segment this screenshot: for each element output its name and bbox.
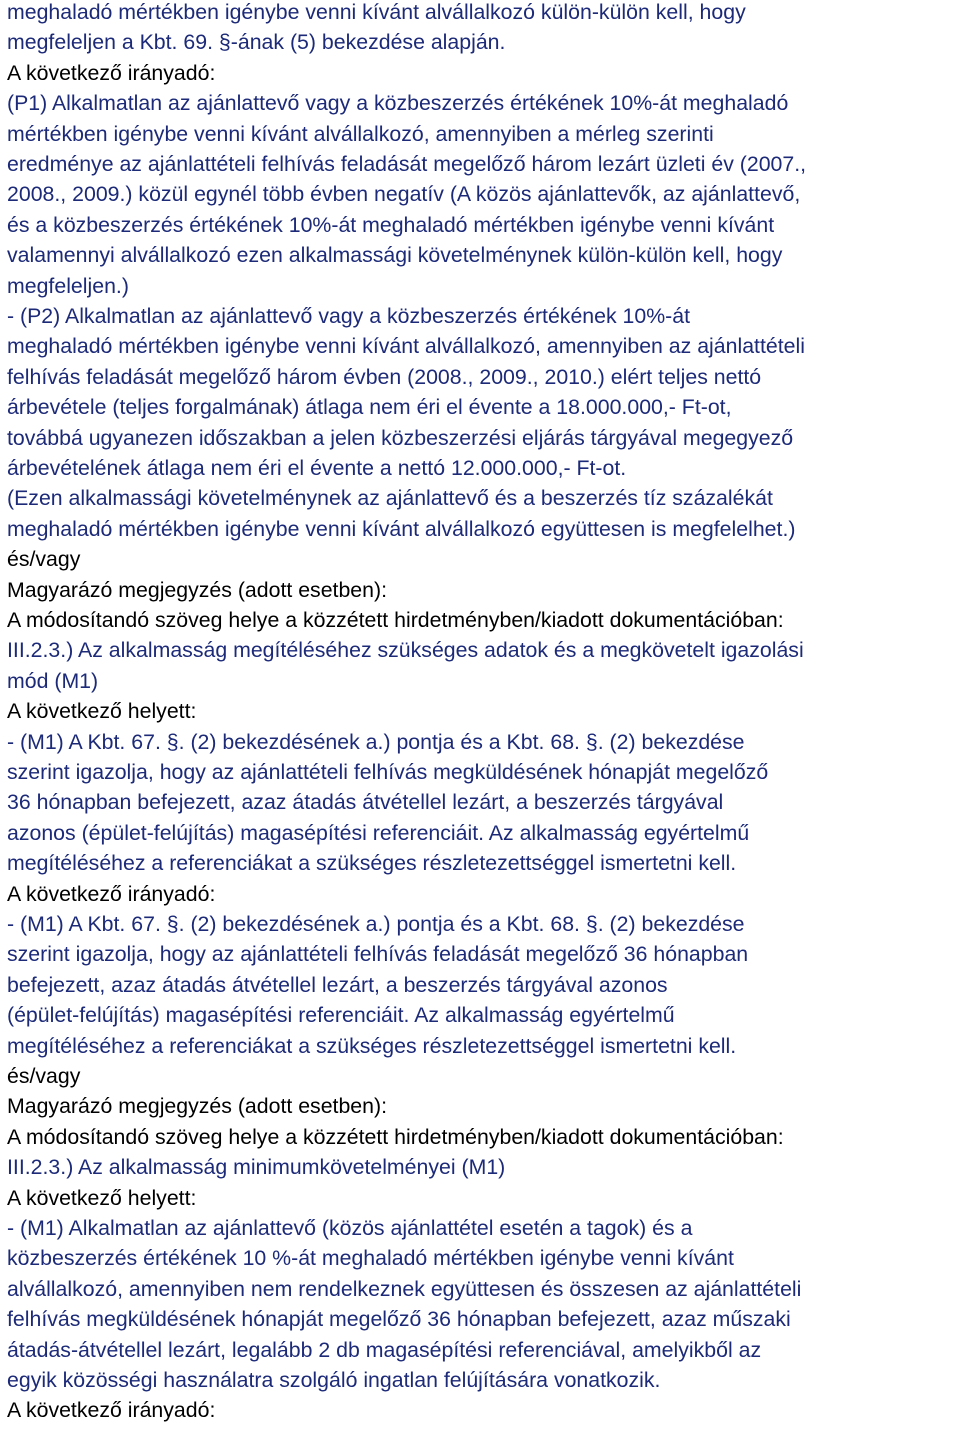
document-text-line: megfeleljen a Kbt. 69. §-ának (5) bekezdése alapján. [7, 30, 506, 55]
document-heading-line: A módosítandó szöveg helye a közzétett hirdetményben/kiadott dokumentációban: [7, 1124, 784, 1149]
document-text-line: meghaladó mértékben igénybe venni kívánt alvállalkozó együttesen is megfelelhet.) [7, 516, 796, 541]
document-heading-line: A következő helyett: [7, 699, 197, 724]
document-text-line: - (M1) A Kbt. 67. §. (2) bekezdésének a.) pontja és a Kbt. 68. §. (2) bekezdése [7, 912, 745, 936]
document-text-line: meghaladó mértékben igénybe venni kívánt alvállalkozó külön-külön kell, hogy [7, 0, 746, 24]
document-text-line: felhívás feladását megelőző három évben (2008., 2009., 2010.) elért teljes nettó [7, 364, 762, 389]
document-text-line: alvállalkozó, amennyiben nem rendelkeznek együttesen és összesen az ajánlattételi [7, 1276, 802, 1301]
document-text-line: III.2.3.) Az alkalmasság megítéléséhez szükséges adatok és a megkövetelt igazolási [7, 638, 804, 663]
document-text-line: (Ezen alkalmassági követelménynek az ajánlattevő és a beszerzés tíz százalékát [7, 486, 773, 511]
document-text-line: meghaladó mértékben igénybe venni kívánt alvállalkozó, amennyiben az ajánlattételi [7, 334, 805, 359]
document-heading-line: A következő irányadó: [7, 1398, 216, 1423]
document-text-line: 2008., 2009.) közül egynél több évben negatív (A közös ajánlattevők, az ajánlattevő, [7, 182, 801, 207]
document-text-line: és a közbeszerzés értékének 10%-át meghaladó mértékben igénybe venni kívánt [7, 212, 775, 237]
document-text-line: szerint igazolja, hogy az ajánlattételi felhívás megküldésének hónapját megelőző [7, 760, 769, 784]
document-text-line: befejezett, azaz átadás átvétellel lezárt, a beszerzés tárgyával azonos [7, 972, 668, 997]
document-heading-line: A módosítandó szöveg helye a közzétett hirdetményben/kiadott dokumentációban: [7, 608, 784, 632]
document-text-line: megítéléséhez a referenciákat a szükséges részletezettséggel ismertetni kell. [7, 851, 737, 876]
document-text-line: - (M1) Alkalmatlan az ajánlattevő (közös ajánlattétel esetén a tagok) és a [7, 1216, 693, 1240]
document-heading-line: Magyarázó megjegyzés (adott esetben): [7, 1094, 387, 1119]
document-text-line: megfeleljen.) [7, 273, 129, 298]
document-text-line: 36 hónapban befejezett, azaz átadás átvétellel lezárt, a beszerzés tárgyával [7, 790, 724, 815]
document-text-line: azonos (épület-felújítás) magasépítési referenciáit. Az alkalmasság egyértelmű [7, 820, 750, 845]
document-heading-line: és/vagy [7, 1064, 81, 1088]
document-text-line: III.2.3.) Az alkalmasság minimumkövetelményei (M1) [7, 1155, 506, 1180]
document-heading-line: Magyarázó megjegyzés (adott esetben): [7, 577, 387, 602]
document-text-line: átadás-átvétellel lezárt, legalább 2 db magasépítési referenciával, amelyikből az [7, 1337, 762, 1362]
document-text-line: mértékben igénybe venni kívánt alvállalkozó, amennyiben a mérleg szerinti [7, 121, 714, 146]
document-text-line: árbevétele (teljes forgalmának) átlaga nem éri el évente a 18.000.000,- Ft-ot, [7, 395, 732, 420]
document-heading-line: és/vagy [7, 547, 81, 572]
document-text-line: megítéléséhez a referenciákat a szükséges részletezettséggel ismertetni kell. [7, 1033, 737, 1058]
document-heading-line: A következő helyett: [7, 1185, 197, 1210]
document-heading-line: A következő irányadó: [7, 881, 216, 906]
document-text-line: eredménye az ajánlattételi felhívás feladását megelőző három lezárt üzleti év (2007., [7, 152, 807, 176]
document-text-line: egyik közösségi használatra szolgáló ingatlan felújítására vonatkozik. [7, 1368, 661, 1392]
document-heading-line: A következő irányadó: [7, 60, 216, 85]
document-text-line: közbeszerzés értékének 10 %-át meghaladó mértékben igénybe venni kívánt [7, 1246, 734, 1271]
document-text-line: mód (M1) [7, 668, 99, 693]
document-text-line: felhívás megküldésének hónapját megelőző 36 hónapban befejezett, azaz műszaki [7, 1307, 791, 1332]
document-text-line: (épület-felújítás) magasépítési referenciáit. Az alkalmasság egyértelmű [7, 1003, 675, 1028]
document-text-line: továbbá ugyanezen időszakban a jelen közbeszerzési eljárás tárgyával megegyező [7, 425, 794, 450]
document-text-line: - (P2) Alkalmatlan az ajánlattevő vagy a közbeszerzés értékének 10%-át [7, 304, 691, 328]
document-text-line: (P1) Alkalmatlan az ajánlattevő vagy a közbeszerzés értékének 10%-át meghaladó [7, 91, 789, 116]
document-text-line: valamennyi alvállalkozó ezen alkalmassági követelménynek külön-külön kell, hogy [7, 243, 783, 268]
document-text-line: - (M1) A Kbt. 67. §. (2) bekezdésének a.) pontja és a Kbt. 68. §. (2) bekezdése [7, 729, 745, 754]
document-text-line: árbevételének átlaga nem éri el évente a nettó 12.000.000,- Ft-ot. [7, 456, 627, 480]
document-text-line: szerint igazolja, hogy az ajánlattételi felhívás feladását megelőző 36 hónapban [7, 942, 749, 967]
